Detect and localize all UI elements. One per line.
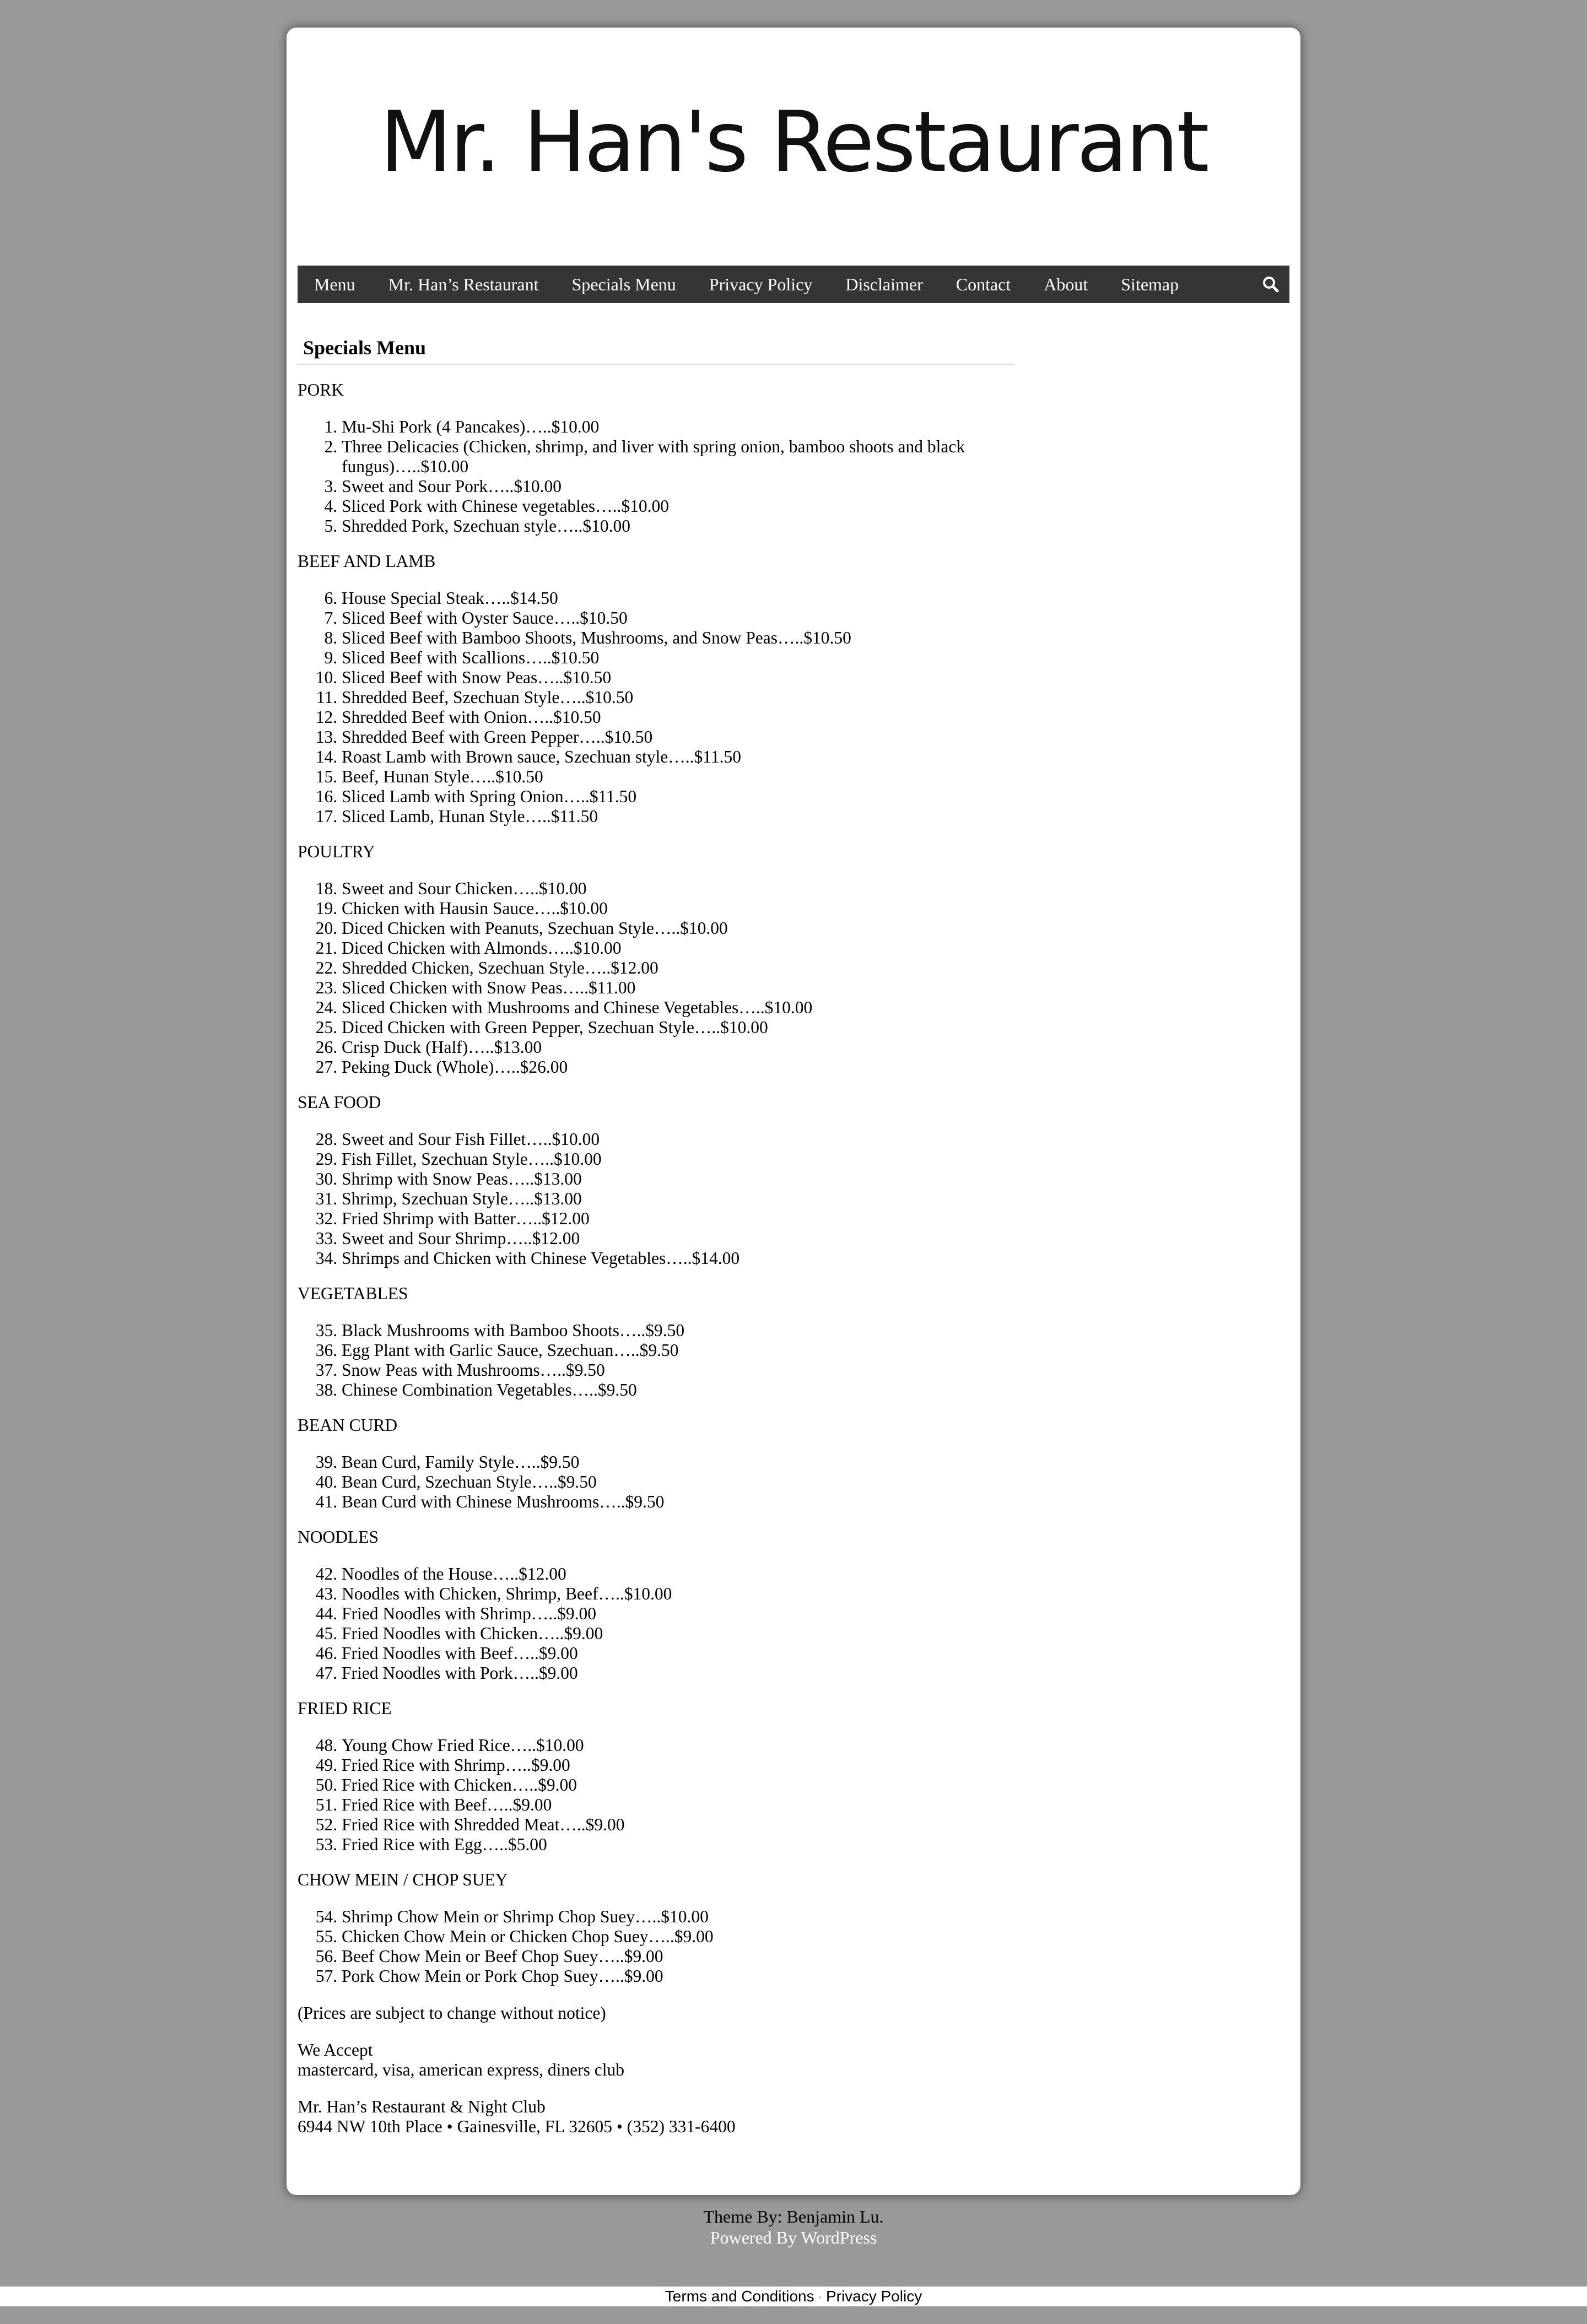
nav-item-about[interactable]: About <box>1044 274 1088 294</box>
menu-sections <box>298 380 1014 1986</box>
menu-section-title: BEAN CURD <box>298 1415 398 1435</box>
menu-section-list <box>298 1321 1014 1400</box>
menu-item: 11. Shredded Beef, Szechuan Style…..$10.50 <box>342 688 1014 707</box>
menu-item: 40. Bean Curd, Szechuan Style…..$9.50 <box>342 1472 1014 1492</box>
menu-item: 46. Fried Noodles with Beef…..$9.00 <box>342 1644 1014 1663</box>
menu-item: 47. Fried Noodles with Pork…..$9.00 <box>342 1663 1014 1683</box>
footer-credit <box>0 2206 1587 2248</box>
menu-item: 30. Shrimp with Snow Peas…..$13.00 <box>342 1169 1014 1189</box>
theme-credit: Theme By: Benjamin Lu. <box>703 2207 884 2226</box>
menu-section-list <box>298 588 1014 826</box>
footer-separator: · <box>817 2288 823 2305</box>
menu-item: 7. Sliced Beef with Oyster Sauce…..$10.50 <box>342 608 1014 628</box>
main-navigation <box>298 266 1289 303</box>
menu-section-list <box>298 417 1014 536</box>
menu-item: 13. Shredded Beef with Green Pepper…..$10.50 <box>342 727 1014 747</box>
menu-item: 36. Egg Plant with Garlic Sauce, Szechuan…..$9.50 <box>342 1341 1014 1360</box>
menu-item: 53. Fried Rice with Egg…..$5.00 <box>342 1835 1014 1855</box>
page-heading: Specials Menu <box>298 329 1014 365</box>
menu-item: 31. Shrimp, Szechuan Style…..$13.00 <box>342 1189 1014 1209</box>
menu-item: 1. Mu-Shi Pork (4 Pancakes)…..$10.00 <box>342 417 1014 437</box>
menu-section-title: BEEF AND LAMB <box>298 552 436 571</box>
menu-item: 56. Beef Chow Mein or Beef Chop Suey…..$9.00 <box>342 1947 1014 1966</box>
menu-section-list <box>298 1907 1014 1986</box>
powered-by-link[interactable]: Powered By WordPress <box>710 2228 877 2247</box>
business-info <box>298 2097 1014 2137</box>
menu-item: 49. Fried Rice with Shrimp…..$9.00 <box>342 1755 1014 1775</box>
nav-item-mr-hans-restaurant[interactable]: Mr. Han’s Restaurant <box>388 274 539 294</box>
menu-item: 52. Fried Rice with Shredded Meat…..$9.00 <box>342 1815 1014 1835</box>
nav-item-menu[interactable]: Menu <box>314 274 355 294</box>
menu-item: 12. Shredded Beef with Onion…..$10.50 <box>342 707 1014 727</box>
menu-item: 20. Diced Chicken with Peanuts, Szechuan Style…..$10.00 <box>342 918 1014 938</box>
menu-section-title: FRIED RICE <box>298 1699 392 1718</box>
page-card <box>287 28 1300 2195</box>
menu-item: 4. Sliced Pork with Chinese vegetables…..$10.00 <box>342 496 1014 516</box>
menu-item: 39. Bean Curd, Family Style…..$9.50 <box>342 1452 1014 1472</box>
nav-item-specials-menu[interactable]: Specials Menu <box>571 274 676 294</box>
menu-item: 41. Bean Curd with Chinese Mushrooms…..$9.50 <box>342 1492 1014 1512</box>
menu-item: 9. Sliced Beef with Scallions…..$10.50 <box>342 648 1014 668</box>
menu-section-list <box>298 1736 1014 1855</box>
menu-item: 57. Pork Chow Mein or Pork Chop Suey…..$9.00 <box>342 1966 1014 1986</box>
menu-section-list <box>298 1452 1014 1512</box>
site-title[interactable]: Mr. Han's Restaurant <box>380 93 1207 191</box>
accepted-cards: mastercard, visa, american express, diners club <box>298 2060 625 2079</box>
menu-item: 45. Fried Noodles with Chicken…..$9.00 <box>342 1624 1014 1644</box>
menu-item: 32. Fried Shrimp with Batter…..$12.00 <box>342 1209 1014 1229</box>
bottom-bar <box>0 2287 1587 2306</box>
menu-item: 5. Shredded Pork, Szechuan style…..$10.00 <box>342 516 1014 536</box>
business-name: Mr. Han’s Restaurant & Night Club <box>298 2097 546 2116</box>
menu-item: 29. Fish Fillet, Szechuan Style…..$10.00 <box>342 1149 1014 1169</box>
menu-item: 17. Sliced Lamb, Hunan Style…..$11.50 <box>342 807 1014 826</box>
menu-item: 27. Peking Duck (Whole)…..$26.00 <box>342 1057 1014 1077</box>
nav-item-contact[interactable]: Contact <box>956 274 1011 294</box>
main-content <box>298 329 1014 2137</box>
menu-item: 55. Chicken Chow Mein or Chicken Chop Suey…..$9.00 <box>342 1927 1014 1947</box>
menu-item: 26. Crisp Duck (Half)…..$13.00 <box>342 1037 1014 1057</box>
menu-item: 19. Chicken with Hausin Sauce…..$10.00 <box>342 899 1014 918</box>
menu-item: 21. Diced Chicken with Almonds…..$10.00 <box>342 938 1014 958</box>
accept-label: We Accept <box>298 2040 373 2060</box>
menu-item: 34. Shrimps and Chicken with Chinese Vegetables…..$14.00 <box>342 1249 1014 1268</box>
menu-section-list <box>298 1564 1014 1683</box>
menu-item: 48. Young Chow Fried Rice…..$10.00 <box>342 1736 1014 1755</box>
menu-item: 38. Chinese Combination Vegetables…..$9.50 <box>342 1380 1014 1400</box>
terms-link[interactable]: Terms and Conditions <box>665 2288 814 2305</box>
payment-info <box>298 2040 1014 2080</box>
menu-section-title: CHOW MEIN / CHOP SUEY <box>298 1870 508 1889</box>
menu-item: 25. Diced Chicken with Green Pepper, Szechuan Style…..$10.00 <box>342 1018 1014 1037</box>
menu-item: 3. Sweet and Sour Pork…..$10.00 <box>342 477 1014 496</box>
menu-item: 37. Snow Peas with Mushrooms…..$9.50 <box>342 1360 1014 1380</box>
nav-item-privacy-policy[interactable]: Privacy Policy <box>709 274 813 294</box>
menu-item: 44. Fried Noodles with Shrimp…..$9.00 <box>342 1604 1014 1624</box>
menu-item: 51. Fried Rice with Beef…..$9.00 <box>342 1795 1014 1815</box>
menu-section-title: SEA FOOD <box>298 1093 381 1112</box>
menu-section-title: POULTRY <box>298 842 375 861</box>
menu-item: 14. Roast Lamb with Brown sauce, Szechuan style…..$11.50 <box>342 747 1014 767</box>
menu-item: 35. Black Mushrooms with Bamboo Shoots…..$9.50 <box>342 1321 1014 1341</box>
menu-item: 54. Shrimp Chow Mein or Shrimp Chop Suey…..$10.00 <box>342 1907 1014 1927</box>
menu-item: 2. Three Delicacies (Chicken, shrimp, and liver with spring onion, bamboo shoots and black fungus)…..$10.00 <box>342 437 1014 477</box>
menu-item: 10. Sliced Beef with Snow Peas…..$10.50 <box>342 668 1014 688</box>
menu-item: 16. Sliced Lamb with Spring Onion…..$11.50 <box>342 787 1014 807</box>
menu-item: 8. Sliced Beef with Bamboo Shoots, Mushrooms, and Snow Peas…..$10.50 <box>342 628 1014 648</box>
menu-item: 50. Fried Rice with Chicken…..$9.00 <box>342 1775 1014 1795</box>
menu-item: 15. Beef, Hunan Style…..$10.50 <box>342 767 1014 787</box>
nav-item-sitemap[interactable]: Sitemap <box>1121 274 1179 294</box>
nav-item-disclaimer[interactable]: Disclaimer <box>845 274 923 294</box>
menu-item: 6. House Special Steak…..$14.50 <box>342 588 1014 608</box>
price-notice: (Prices are subject to change without notice) <box>298 2003 606 2023</box>
menu-item: 24. Sliced Chicken with Mushrooms and Chinese Vegetables…..$10.00 <box>342 998 1014 1018</box>
menu-item: 43. Noodles with Chicken, Shrimp, Beef…..$10.00 <box>342 1584 1014 1604</box>
menu-item: 28. Sweet and Sour Fish Fillet…..$10.00 <box>342 1129 1014 1149</box>
menu-section-title: VEGETABLES <box>298 1284 408 1303</box>
menu-section-title: NOODLES <box>298 1527 379 1547</box>
search-icon[interactable] <box>1260 273 1282 295</box>
menu-section-list <box>298 879 1014 1077</box>
menu-item: 22. Shredded Chicken, Szechuan Style…..$12.00 <box>342 958 1014 978</box>
menu-item: 33. Sweet and Sour Shrimp…..$12.00 <box>342 1229 1014 1249</box>
menu-item: 42. Noodles of the House…..$12.00 <box>342 1564 1014 1584</box>
menu-section-title: PORK <box>298 380 344 399</box>
menu-item: 23. Sliced Chicken with Snow Peas…..$11.00 <box>342 978 1014 998</box>
privacy-link[interactable]: Privacy Policy <box>825 2288 922 2305</box>
menu-item: 18. Sweet and Sour Chicken…..$10.00 <box>342 879 1014 899</box>
business-address: 6944 NW 10th Place • Gainesville, FL 32605 • (352) 331-6400 <box>298 2117 736 2136</box>
menu-section-list <box>298 1129 1014 1268</box>
